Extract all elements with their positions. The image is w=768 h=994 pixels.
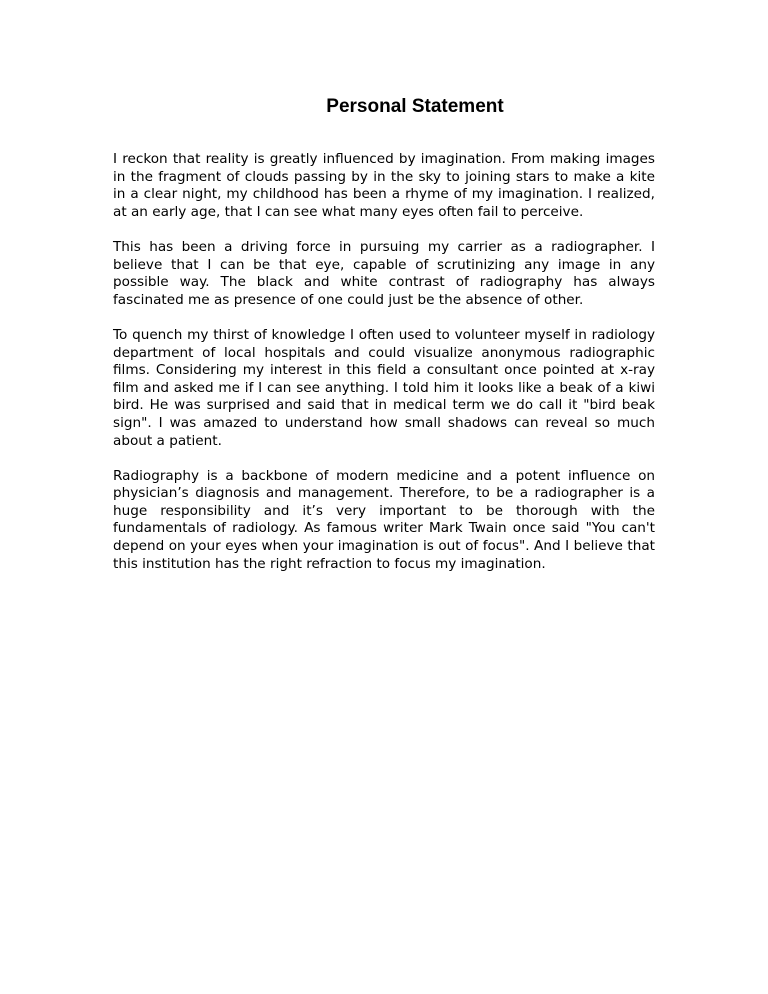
document-title: Personal Statement	[326, 96, 504, 117]
paragraph-3: To quench my thirst of knowledge I often used to volunteer myself in radiology department of local hospitals and could visualize anonymous radiographic films. Considering my interest in this field a consultant once pointed at x-ray film and asked me if I can see anything. I told him it looks like a beak of a kiwi bird. He was surprised and said that in medical term we do call it "bird beak sign". I was amazed to understand how small shadows can reveal so much about a patient.	[113, 326, 655, 449]
paragraph-1: I reckon that reality is greatly influenced by imagination. From making images in the fragment of clouds passing by in the sky to joining stars to make a kite in a clear night, my childhood has been a rhyme of my imagination. I realized, at an early age, that I can see what many eyes often fail to perceive.	[113, 151, 655, 220]
paragraph-4: Radiography is a backbone of modern medicine and a potent influence on physician’s diagnosis and management. Therefore, to be a radiographer is a huge responsibility and it’s very important to be thorough with the fundamentals of radiology. As famous writer Mark Twain once said "You can't depend on your eyes when your imagination is out of focus". And I believe that this institution has the right refraction to focus my imagination.	[113, 467, 655, 572]
document-body	[113, 151, 655, 591]
paragraph-2: This has been a driving force in pursuing my carrier as a radiographer. I believe that I can be that eye, capable of scrutinizing any image in any possible way. The black and white contrast of radiography has always fascinated me as presence of one could just be the absence of other.	[113, 238, 655, 308]
